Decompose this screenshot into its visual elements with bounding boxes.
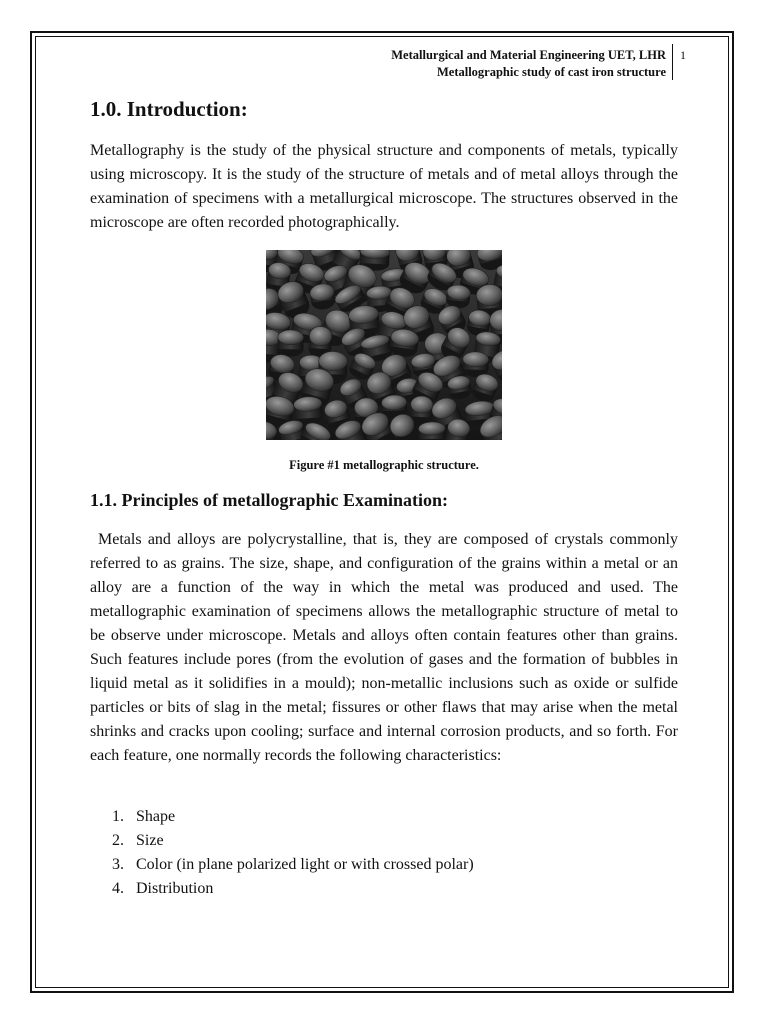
list-item <box>90 877 474 901</box>
list-item-number: 4. <box>112 880 124 897</box>
pellet-shape <box>277 330 303 357</box>
list-item-number: 1. <box>112 808 124 825</box>
characteristics-list <box>90 805 474 901</box>
pellets-illustration <box>266 250 502 440</box>
pellet-shape <box>418 422 446 440</box>
list-item <box>90 805 474 829</box>
list-item <box>90 829 474 853</box>
page-number: 1 <box>680 48 686 62</box>
intro-paragraph: Metallography is the study of the physical structure and components of metals, typically using microscopy. It is the study of the structure of metals and of metal alloys through the examination of specimens with a metallurgical microscope. The structures observed in the microscope are often recorded photographically. <box>90 142 678 231</box>
running-header <box>391 47 666 81</box>
list-item-number: 2. <box>112 832 124 849</box>
list-item <box>90 853 474 877</box>
header-title: Metallographic study of cast iron structure <box>436 65 666 79</box>
list-item-number: 3. <box>112 856 124 873</box>
figure-caption: Figure #1 metallographic structure. <box>289 458 479 472</box>
principles-paragraph: Metals and alloys are polycrystalline, that is, they are composed of crystals commonly referred to as grains. The size, shape, and configuration of the grains within a metal or an alloy are a function of the way in which the metal was produced and used. The metallographic examination of specimens allows the metallographic structure of metal to be observe under microscope. Metals and alloys often contain features other than grains. Such features include pores (from the evolution of gases and the formation of bubbles in liquid metal as it solidifies in a mould); non-metallic inclusions such as oxide or sulfide particles or bits of slag in the metal; fissures or other flaws that may arise when the metal shrinks and cracks upon cooling; surface and internal corrosion products, and so forth. For each feature, one normally records the following characteristics: <box>90 531 678 764</box>
section-heading-principles: 1.1. Principles of metallographic Examination: <box>90 490 448 510</box>
pellet-shape <box>462 352 488 378</box>
header-institution: Metallurgical and Material Engineering UET, LHR <box>391 48 666 62</box>
section-heading-introduction: 1.0. Introduction: <box>90 97 248 121</box>
list-item-text: Size <box>136 832 164 849</box>
list-item-text: Distribution <box>136 880 214 897</box>
header-divider <box>672 44 673 80</box>
list-item-text: Shape <box>136 808 176 825</box>
list-item-text: Color (in plane polarized light or with crossed polar) <box>136 856 474 873</box>
metal-pellets-photo <box>266 250 502 440</box>
